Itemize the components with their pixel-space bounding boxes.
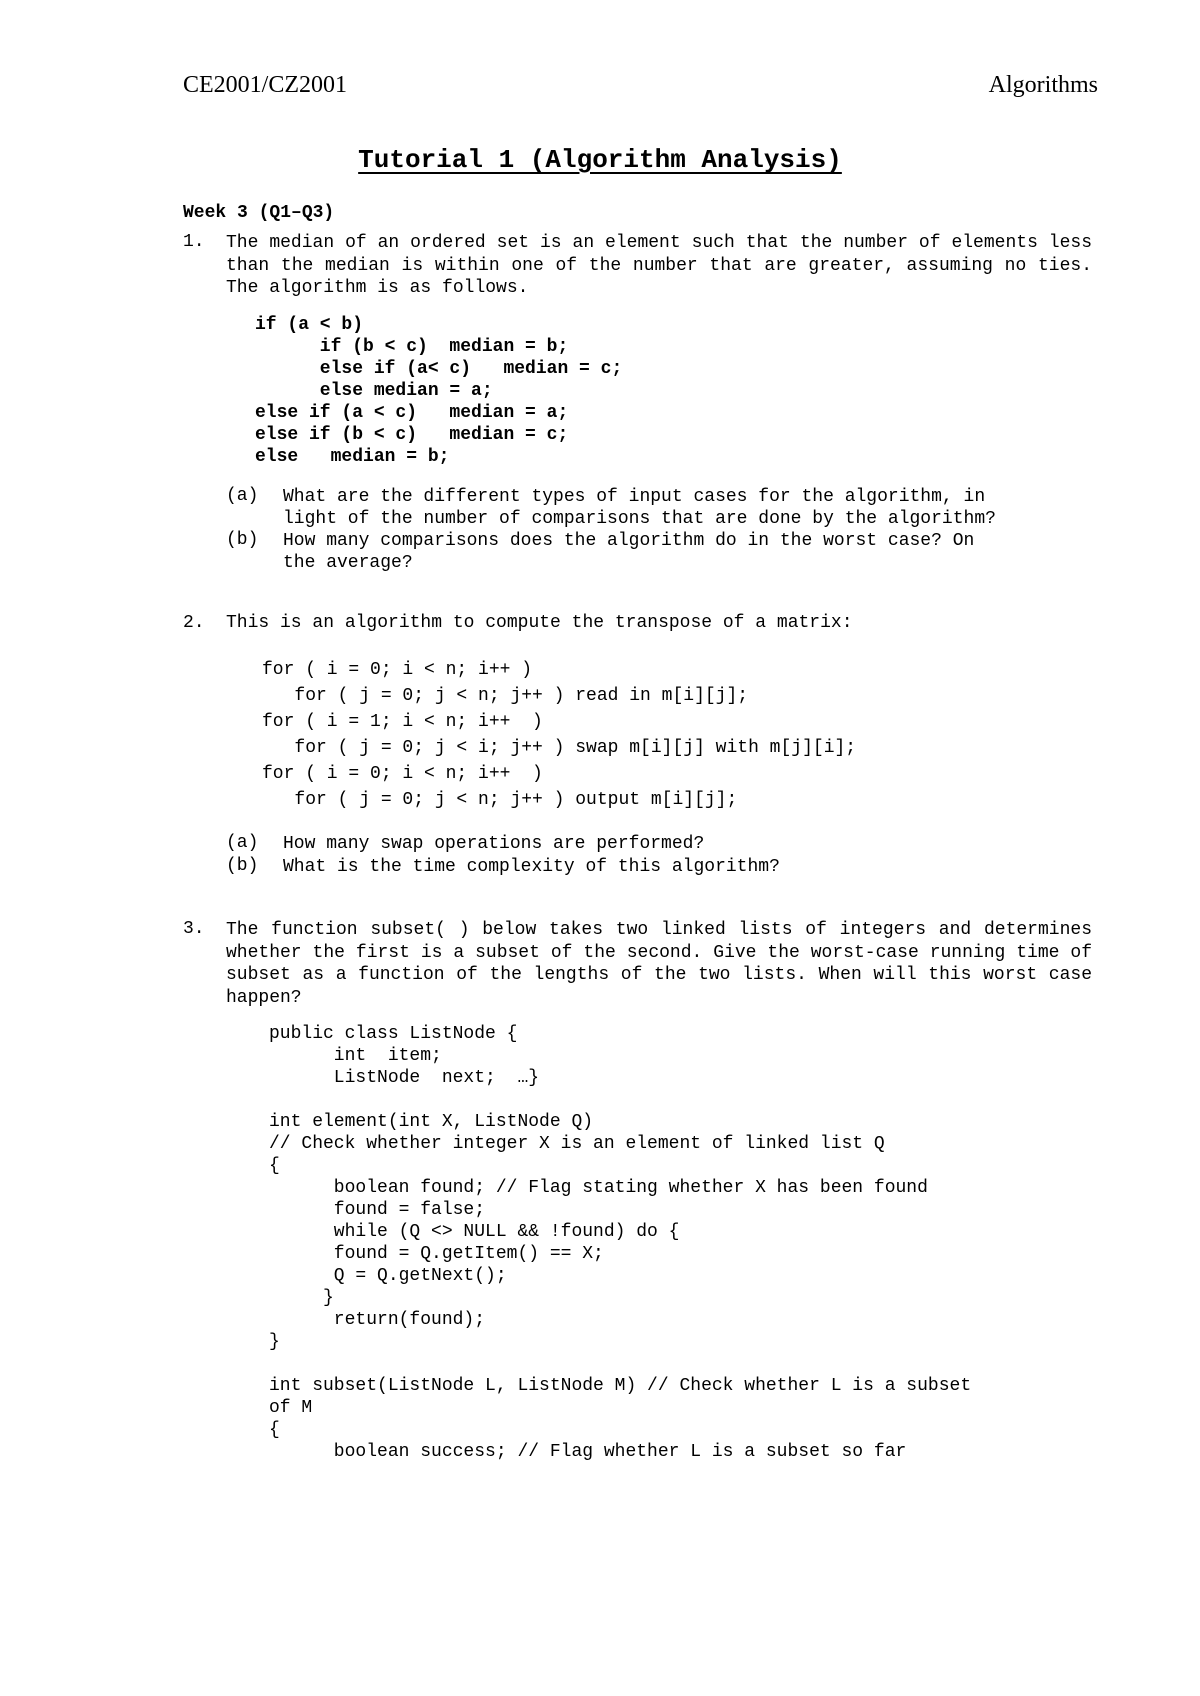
subject-name: Algorithms: [988, 72, 1098, 98]
code-line: else if (a < c) median = a;: [255, 403, 569, 423]
code-line: {: [269, 1420, 280, 1440]
code-line: for ( i = 0; i < n; i++ ): [262, 660, 533, 680]
q1-part-a-line: What are the different types of input cases for the algorithm, in: [283, 487, 986, 507]
q2-number: 2.: [183, 613, 205, 633]
code-line: int subset(ListNode L, ListNode M) // Check whether L is a subset: [269, 1376, 972, 1396]
code-line: public class ListNode {: [269, 1024, 518, 1044]
code-line: else median = a;: [255, 381, 493, 401]
code-line: while (Q <> NULL && !found) do {: [269, 1222, 680, 1242]
code-line: else if (a< c) median = c;: [255, 359, 623, 379]
q2-part-a-label: (a): [226, 833, 259, 853]
code-line: int element(int X, ListNode Q): [269, 1112, 594, 1132]
q1-part-b-label: (b): [226, 530, 259, 550]
code-line: return(found);: [269, 1310, 486, 1330]
code-line: }: [269, 1332, 280, 1352]
code-line: of M: [269, 1398, 313, 1418]
code-line: // Check whether integer X is an element of linked list Q: [269, 1134, 885, 1154]
q1-number: 1.: [183, 232, 205, 252]
q1-text: The median of an ordered set is an element such that the number of elements less than the median is within one of the number that are greater, assuming no ties. The algorithm is as follows.: [226, 233, 1092, 298]
course-code: CE2001/CZ2001: [183, 72, 348, 98]
q2-text: This is an algorithm to compute the transpose of a matrix:: [226, 613, 853, 633]
code-line: for ( j = 0; j < n; j++ ) output m[i][j];: [262, 790, 738, 810]
code-line: for ( j = 0; j < i; j++ ) swap m[i][j] with m[j][i];: [262, 738, 857, 758]
q2-part-b-label: (b): [226, 856, 259, 876]
q3-text: The function subset( ) below takes two linked lists of integers and determines whether the first is a subset of the second. Give the worst-case running time of subset as a function of the lengths of the two lists. When will this worst case happen?: [226, 920, 1092, 1008]
week-heading: Week 3 (Q1–Q3): [183, 203, 335, 223]
code-line: }: [269, 1288, 334, 1308]
code-line: else if (b < c) median = c;: [255, 425, 569, 445]
page-title: Tutorial 1 (Algorithm Analysis): [358, 145, 842, 175]
code-line: for ( i = 0; i < n; i++ ): [262, 764, 543, 784]
code-line: int item;: [269, 1046, 442, 1066]
code-line: boolean found; // Flag stating whether X has been found: [269, 1178, 928, 1198]
code-line: if (a < b): [255, 315, 364, 335]
code-line: Q = Q.getNext();: [269, 1266, 507, 1286]
q1-part-a-line: light of the number of comparisons that are done by the algorithm?: [283, 509, 996, 529]
code-line: found = false;: [269, 1200, 486, 1220]
code-line: boolean success; // Flag whether L is a subset so far: [269, 1442, 907, 1462]
q1-part-b-line: the average?: [283, 553, 413, 573]
q1-part-b-line: How many comparisons does the algorithm do in the worst case? On: [283, 531, 975, 551]
code-line: found = Q.getItem() == X;: [269, 1244, 604, 1264]
q2-part-b-text: What is the time complexity of this algorithm?: [283, 857, 780, 877]
q3-number: 3.: [183, 919, 205, 939]
q1-part-a-label: (a): [226, 486, 259, 506]
code-line: ListNode next; …}: [269, 1068, 540, 1088]
code-line: for ( j = 0; j < n; j++ ) read in m[i][j];: [262, 686, 749, 706]
code-line: if (b < c) median = b;: [255, 337, 569, 357]
code-line: {: [269, 1156, 280, 1176]
q2-part-a-text: How many swap operations are performed?: [283, 834, 705, 854]
code-line: for ( i = 1; i < n; i++ ): [262, 712, 543, 732]
code-line: else median = b;: [255, 447, 450, 467]
